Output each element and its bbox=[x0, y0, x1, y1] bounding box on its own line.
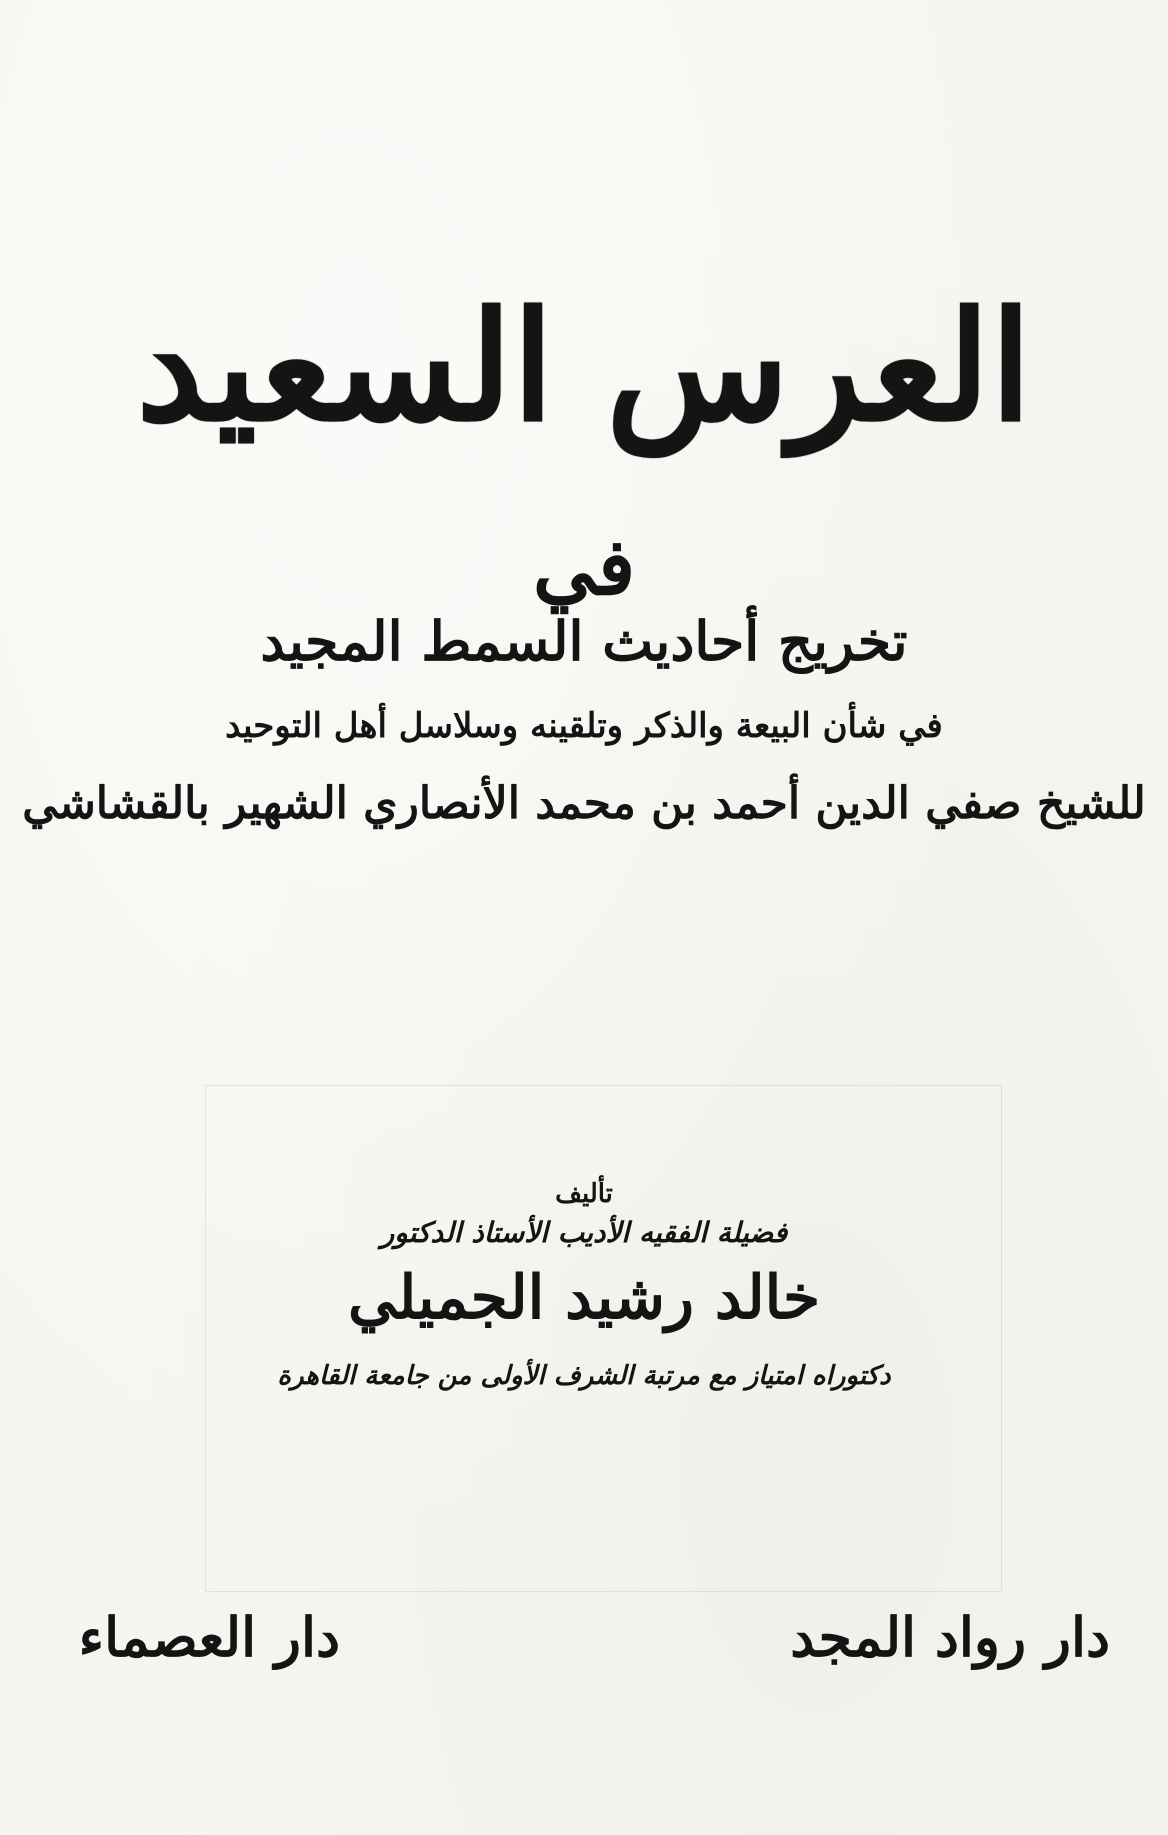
author-degree: دكتوراه امتياز مع مرتبة الشرف الأولى من جامعة القاهرة bbox=[277, 1361, 891, 1391]
author-name: خالد رشيد الجميلي bbox=[347, 1263, 821, 1333]
original-author-line: للشيخ صفي الدين أحمد بن محمد الأنصاري الشهير بالقشاشي bbox=[22, 778, 1146, 829]
publisher-left-logo: دار العصماء bbox=[78, 1605, 340, 1669]
book-title: العرس السعيد bbox=[136, 279, 1032, 455]
author-frame bbox=[205, 1085, 1002, 1592]
authored-by-label: تأليف bbox=[555, 1179, 613, 1209]
publisher-right-logo: دار رواد المجد bbox=[790, 1605, 1110, 1669]
book-subtitle: تخريج أحاديث السمط المجيد bbox=[260, 609, 908, 673]
author-honorific: فضيلة الفقيه الأديب الأستاذ الدكتور bbox=[380, 1216, 788, 1249]
title-connector: في bbox=[532, 522, 636, 613]
book-subtitle-detail: في شأن البيعة والذكر وتلقينه وسلاسل أهل التوحيد bbox=[225, 706, 943, 746]
